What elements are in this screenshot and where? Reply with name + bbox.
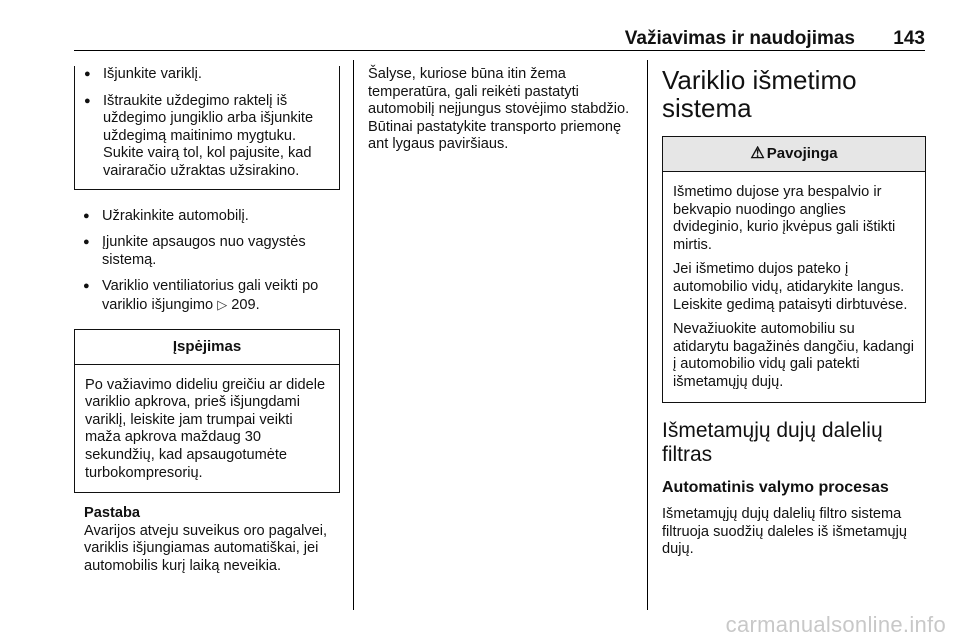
danger-header [663, 137, 925, 172]
body-text: Išmetamųjų dujų dalelių filtro sistema filtruoja suodžių daleles iš išmetamųjų dujų. [662, 506, 907, 558]
header-rule [74, 50, 925, 51]
danger-paragraph: Išmetimo dujose yra bespalvio ir bekvapio nuodingo anglies dvideginio, kurio įkvėpus gali ištikti mirtis. [673, 184, 896, 253]
sub-sub-heading: Automatinis valymo procesas [662, 478, 889, 496]
column-2 [368, 66, 636, 154]
bullet-text: Variklio ventiliatorius gali veikti po variklio išjungimo [102, 278, 319, 313]
watermark: carmanualsonline.info [725, 612, 946, 637]
bullet-list [74, 208, 340, 315]
caution-title: Įspėjimas [75, 330, 339, 365]
page-number: 143 [893, 28, 925, 49]
body-text: Šalyse, kuriose būna itin žema temperatūra, gali reikėti pastatyti automobilį neįjungus stovėjimo stabdžio. Būtinai pastatykite transporto priemonę ant lygaus paviršiaus. [368, 66, 630, 153]
list-item [82, 278, 340, 314]
list-item: ● Įjunkite apsaugos nuo vagystės sistemą. [82, 234, 340, 269]
column-1 [74, 66, 340, 575]
header-title: Važiavimas ir naudojimas [624, 28, 855, 49]
column-divider-2 [647, 60, 648, 610]
page-reference-arrow-icon[interactable]: ▷ [217, 296, 228, 312]
list-item: ● Ištraukite uždegimo raktelį iš uždegimo jungiklio arba išjunkite uždegimą maitinimo mygtuku. Sukite vairą tol, kol pajusite, kad vairaračio užraktas užsirakino. [83, 93, 329, 181]
caution-text: Po važiavimo dideliu greičiu ar didele variklio apkrova, prieš išjungdami variklį, leiskite jam trumpai veikti maža apkrova maždaug 30 sekundžių, kad apsaugotumėte turbokompresorių. [85, 376, 326, 481]
column-3 [662, 66, 926, 559]
section-heading: Variklio išmetimo sistema [662, 65, 857, 123]
list-item: ● Išjunkite variklį. [83, 66, 329, 84]
caution-box [74, 329, 340, 494]
page-header [74, 28, 925, 49]
danger-paragraph: Jei išmetimo dujos pateko į automobilio vidų, atidarykite langus. Leiskite gedimą pataisyti dirbtuvėse. [673, 261, 908, 313]
danger-paragraph: Nevažiuokite automobiliu su atidarytu bagažinės dangčiu, kadangi į automobilio vidų gali patekti išmetamųjų dujų. [673, 321, 914, 390]
note-text: Avarijos atveju suveikus oro pagalvei, variklis išjungiamas automatiškai, jei automobilis kurį laiką neveikia. [84, 522, 328, 574]
box-bullet-list [75, 66, 339, 189]
note [74, 505, 340, 575]
list-item: ● Užrakinkite automobilį. [82, 208, 340, 226]
sub-heading: Išmetamųjų dujų dalelių filtras [662, 418, 883, 466]
warning-triangle-icon: ⚠ [750, 145, 765, 162]
note-title: Pastaba [84, 505, 140, 522]
bullet-box [74, 66, 340, 190]
column-divider-1 [353, 60, 354, 610]
danger-box [662, 136, 926, 403]
danger-title: Pavojinga [766, 145, 838, 162]
page-reference[interactable]: 209. [231, 296, 260, 313]
